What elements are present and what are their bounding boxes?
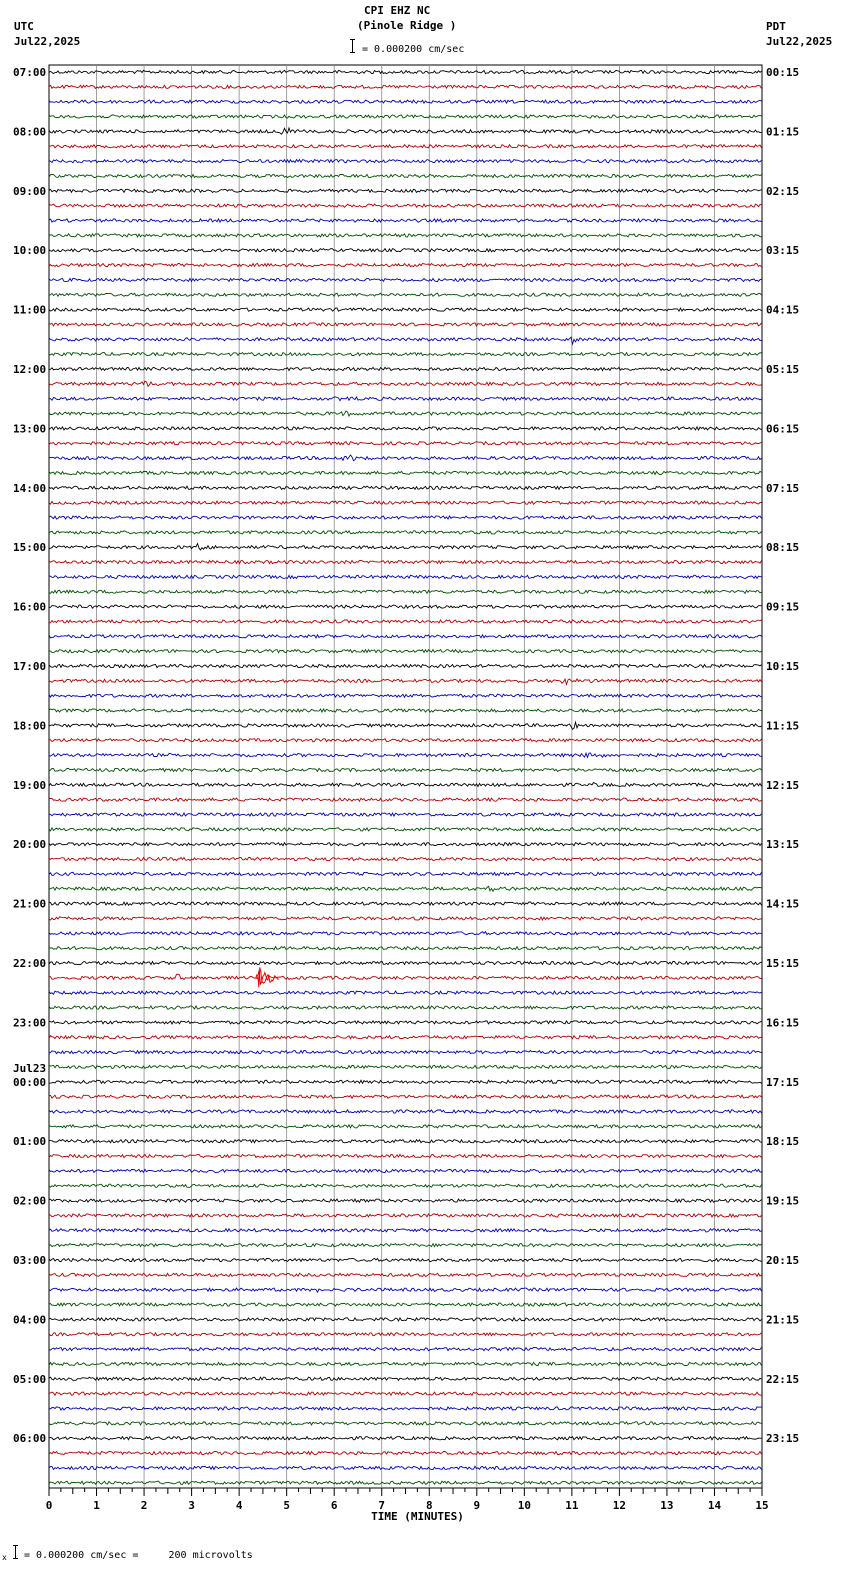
seismic-trace [49,1080,762,1083]
left-timezone: UTC [14,20,34,33]
seismic-trace [49,204,762,207]
seismic-trace [49,1392,762,1395]
seismic-trace [49,1110,762,1113]
x-tick-label: 8 [425,1499,433,1512]
seismic-trace [49,1303,762,1306]
pdt-hour-label: 15:15 [766,957,800,970]
utc-hour-label: 18:00 [13,719,47,733]
pdt-hour-label: 08:15 [766,541,800,555]
pdt-hour-label: 12:15 [766,778,800,792]
seismic-trace [49,932,762,935]
seismic-trace [49,455,762,461]
seismic-trace [49,70,762,73]
seismic-trace [49,902,762,905]
seismic-trace [49,679,762,685]
seismic-trace [49,293,762,296]
seismic-trace [49,1466,762,1469]
seismic-trace [49,219,762,222]
utc-hour-label: 06:00 [13,1432,47,1446]
seismic-trace [49,709,762,712]
x-tick-label: 14 [707,1499,722,1512]
left-date: Jul22,2025 [14,35,81,48]
pdt-hour-label: 05:15 [766,363,800,376]
seismic-trace [49,234,762,237]
seismic-trace [49,664,762,667]
pdt-hour-label: 19:15 [766,1194,800,1208]
seismic-trace [49,337,762,344]
x-tick-label: 12 [612,1499,627,1512]
utc-hour-label: 03:00 [13,1254,47,1267]
utc-hour-label: 17:00 [13,660,47,673]
x-tick-label: 2 [140,1499,148,1512]
seismic-trace [49,783,762,787]
x-tick-label: 0 [45,1499,53,1512]
seismic-trace [49,694,762,697]
x-tick-label: 3 [188,1499,195,1512]
seismic-trace [49,367,762,370]
seismic-trace [49,828,762,831]
pdt-hour-label: 22:15 [766,1372,800,1386]
utc-hour-label: 08:00 [13,125,47,139]
x-tick-label: 5 [283,1499,290,1512]
utc-hour-label: 04:00 [13,1313,47,1327]
pdt-hour-label: 07:15 [766,481,800,495]
utc-hour-label: 13:00 [13,422,47,436]
seismic-trace [49,189,762,192]
seismic-trace [49,947,762,950]
seismic-trace [49,575,762,578]
seismic-trace [49,397,762,401]
seismic-trace [49,1377,762,1380]
x-tick-label: 13 [660,1499,674,1512]
seismic-trace [49,650,762,653]
utc-hour-label: 05:00 [13,1372,47,1386]
seismic-trace [49,1437,762,1440]
seismic-trace [49,798,762,801]
utc-hour-label: 16:00 [13,600,47,614]
x-tick-label: 9 [473,1499,481,1512]
seismic-trace [49,1333,762,1336]
seismic-trace [49,353,762,356]
seismic-trace [49,886,762,891]
seismic-trace [49,1051,762,1054]
seismic-trace [49,115,762,118]
seismic-trace [49,768,762,771]
seismic-trace [49,1021,762,1024]
x-tick-label: 4 [235,1499,243,1512]
utc-hour-label: 15:00 [13,541,47,555]
utc-hour-label: 22:00 [13,957,47,970]
x-tick-label: 7 [378,1499,386,1512]
pdt-hour-label: 21:15 [766,1313,800,1327]
utc-hour-label: 02:00 [13,1194,47,1208]
x-tick-label: 6 [330,1499,338,1512]
utc-hour-label: 00:00 [13,1075,47,1089]
seismic-trace [49,174,762,177]
seismic-trace [49,1452,762,1455]
seismic-trace [49,753,762,757]
seismic-trace [49,843,762,846]
seismic-trace [49,561,762,564]
pdt-hour-label: 10:15 [766,660,800,673]
seismic-trace [49,1125,762,1128]
x-tick-label: 11 [565,1499,579,1512]
seismic-trace [49,442,762,445]
seismic-trace [49,1258,762,1261]
footer-scale-label: = 0.000200 cm/sec = 200 microvolts [24,1550,253,1561]
pdt-hour-label: 03:15 [766,244,800,258]
seismic-trace [49,278,762,281]
utc-hour-label: 09:00 [13,184,47,198]
seismic-trace [49,427,762,430]
seismic-trace [49,1214,762,1217]
station-title: CPI EHZ NC [364,4,431,17]
utc-hour-label: 01:00 [13,1135,47,1149]
pdt-hour-label: 04:15 [766,303,800,317]
seismic-trace [49,739,762,742]
pdt-hour-label: 06:15 [766,422,800,436]
seismic-trace [49,1244,762,1247]
seismic-trace [49,722,762,729]
seismic-trace [49,531,762,534]
pdt-hour-label: 20:15 [766,1254,800,1267]
utc-hour-label: 11:00 [13,303,47,317]
right-timezone: PDT [766,20,786,33]
seismic-trace [49,635,762,638]
pdt-hour-label: 13:15 [766,838,800,852]
seismic-trace [49,308,762,311]
utc-hour-label: 07:00 [13,66,47,79]
seismic-trace [49,85,762,88]
seismic-trace [49,1199,762,1202]
seismic-trace [49,605,762,608]
seismic-trace [49,249,762,252]
seismic-trace [49,1155,762,1158]
seismic-trace [49,516,762,519]
seismic-trace [49,1288,762,1292]
utc-hour-label: 12:00 [13,363,47,376]
seismic-trace [49,590,762,593]
utc-hour-label: 23:00 [13,1016,47,1030]
seismic-trace [49,100,762,103]
pdt-hour-label: 02:15 [766,184,800,198]
seismic-trace [49,1362,762,1365]
seismic-trace [49,411,762,416]
seismic-trace [49,1348,762,1351]
seismic-trace [49,501,762,504]
seismic-trace [49,145,762,148]
seismic-trace [49,1169,762,1172]
seismic-trace [49,264,762,267]
seismic-trace [49,872,762,875]
seismic-trace [49,1095,762,1098]
x-tick-label: 15 [755,1499,769,1512]
pdt-hour-label: 09:15 [766,600,800,614]
footer-scale-bar-icon [15,1545,16,1559]
seismic-trace [49,1036,762,1039]
right-date: Jul22,2025 [766,35,833,48]
utc-hour-label: 20:00 [13,838,47,852]
seismic-trace [49,1422,762,1425]
pdt-hour-label: 16:15 [766,1016,800,1030]
seismic-trace [49,1229,762,1232]
pdt-hour-label: 01:15 [766,125,800,139]
seismic-trace [49,858,762,861]
seismic-trace [49,381,762,386]
seismic-trace [49,1407,762,1410]
utc-hour-label: 19:00 [13,778,47,792]
seismic-trace [49,160,762,163]
seismic-trace [49,1184,762,1187]
seismic-trace [49,1318,762,1321]
seismic-trace [49,544,762,550]
seismic-trace [49,1273,762,1276]
seismic-trace [49,991,762,994]
seismic-trace [49,620,762,623]
pdt-hour-label: 23:15 [766,1432,800,1446]
utc-hour-label: 21:00 [13,897,47,911]
seismic-trace [49,971,762,985]
pdt-hour-label: 17:15 [766,1075,800,1089]
seismic-trace [49,1006,762,1009]
seismic-trace [49,813,762,816]
footer-prefix: x [2,1553,7,1562]
seismic-trace [49,323,762,326]
utc-hour-label: 10:00 [13,244,47,258]
x-tick-label: 1 [93,1499,100,1512]
seismic-trace [49,1065,762,1068]
scale-label: = 0.000200 cm/sec [362,44,465,55]
x-axis-title: TIME (MINUTES) [371,1510,464,1523]
pdt-hour-label: 11:15 [766,719,800,733]
x-tick-label: 10 [517,1499,531,1512]
seismic-trace [49,917,762,920]
seismic-trace [49,486,762,489]
station-location: (Pinole Ridge ) [357,19,457,32]
seismic-trace [49,128,762,134]
pdt-hour-label: 14:15 [766,897,800,911]
pdt-hour-label: 00:15 [766,66,800,79]
date-change-label: Jul23 [13,1061,47,1075]
seismic-trace [49,1481,762,1484]
seismic-trace [49,471,762,474]
pdt-hour-label: 18:15 [766,1135,800,1149]
utc-hour-label: 14:00 [13,481,47,495]
seismic-trace [49,961,762,964]
seismic-trace [49,1140,762,1143]
